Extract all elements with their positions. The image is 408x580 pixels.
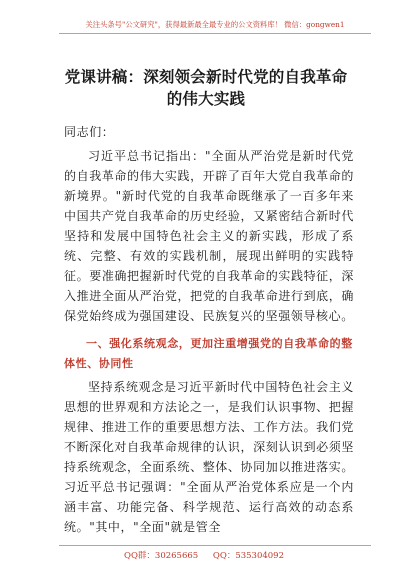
section-heading-1: 一、强化系统观念，更加注重增强党的自我革命的整体性、协同性: [64, 337, 353, 370]
title-line-1: 党课讲稿：深刻领会新时代党的自我革命: [64, 67, 348, 86]
footer-divider: [59, 545, 371, 546]
document-title: [50, 66, 362, 110]
title-line-2: 的伟大实践: [166, 89, 246, 108]
footer-qq: QQ：535304092: [212, 551, 284, 561]
paragraph-1: 习近平总书记指出："全面从严治党是新时代党的自我革命的伟大实践，开辟了百年大党自我革命的新境界。"新时代党的自我革命既继承了一百多年来中国共产党自我革命的历史经验，又紧密结合新时代坚持和发展中国特色社会主义的新实践，形成了系统、完整、有效的实践机制，展现出鲜明的实践特征。要准确把握新时代党的自我革命的实践特征，深入推进全面从严治党，把党的自我革命进行到底，确保党始终成为强国建设、民族复兴的坚强领导核心。: [64, 149, 354, 323]
header-promo-text: 关注头条号"公文研究"，获得最新最全最专业的公文资料库！ 微信：gongwen1: [59, 20, 371, 34]
footer-qq-group: QQ群：30265665: [123, 551, 199, 561]
salutation: 同志们：: [64, 125, 115, 139]
paragraph-2: 坚持系统观念是习近平新时代中国特色社会主义思想的世界观和方法论之一，是我们认识事物、把握规律、推进工作的重要思想方法、工作方法。我们党不断深化对自我革命规律的认识，深刻认识到必须坚持系统观念，全面系统、整体、协同加以推进落实。习近平总书记强调："全面从严治党体系应是一个内涵丰富、功能完备、科学规范、运行高效的动态系统。"其中，"全面"就是管全: [64, 380, 354, 534]
footer: [0, 549, 408, 561]
